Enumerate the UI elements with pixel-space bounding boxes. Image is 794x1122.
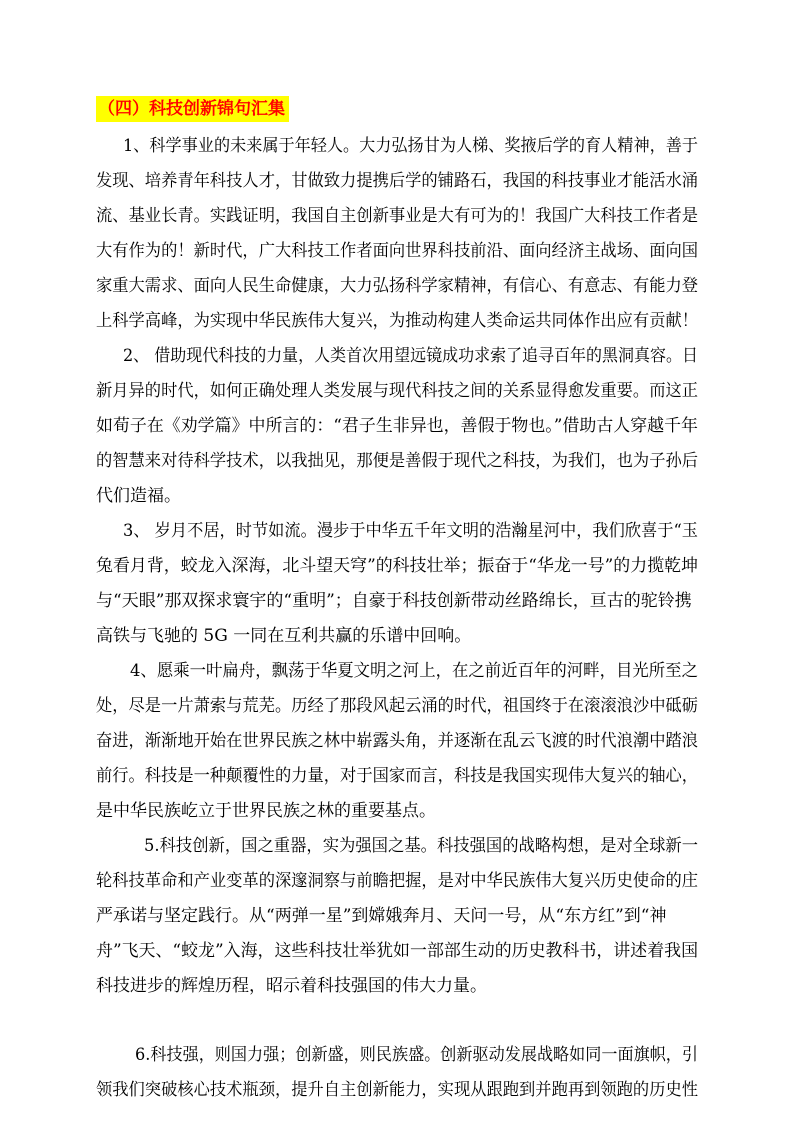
line-text: 高铁与飞驰的 5G 一同在互利共赢的乐谱中回响。 [96,626,472,646]
line-text: 如荀子在《劝学篇》中所言的：“君子生非异也，善假于物也。”借助古人穿越千年 [96,416,699,436]
paragraph-line [0,586,794,616]
paragraph-line [0,866,794,896]
line-text: 流、基业长青。实践证明，我国自主创新事业是大有可为的！我国广大科技工作者是 [96,206,699,226]
line-text: 兔看月背，蛟龙入深海，北斗望天穹”的科技壮举；振奋于“华龙一号”的力揽乾坤 [96,556,699,576]
line-text: 处，尽是一片萧索与荒芜。历经了那段风起云涌的时代，祖国终于在滚滚浪沙中砥砺 [96,696,699,716]
line-text: 上科学高峰，为实现中华民族伟大复兴，为推动构建人类命运共同体作出应有贡献！ [96,311,699,331]
line-text: 领我们突破核心技术瓶颈，提升自主创新能力，实现从跟跑到并跑再到领跑的历史性 [96,1080,699,1100]
paragraph-line [0,131,794,161]
paragraph-line [0,936,794,966]
line-text: 2、 借助现代科技的力量，人类首次用望远镜成功求索了追寻百年的黑洞真容。日 [123,346,698,366]
paragraph-line [0,656,794,686]
line-text: 奋进，渐渐地开始在世界民族之林中崭露头角，并逐渐在乱云飞渡的时代浪潮中踏浪 [96,731,699,751]
paragraph-line [0,621,794,651]
paragraph-line [0,691,794,721]
paragraph-line [0,796,794,826]
paragraph-line [0,551,794,581]
line-text: 4、愿乘一叶扁舟，飘荡于华夏文明之河上，在之前近百年的河畔，目光所至之 [130,661,698,681]
paragraph-line [0,201,794,231]
section-heading: （四）科技创新锦句汇集 [96,96,289,122]
paragraph-line [0,481,794,511]
paragraph-line [0,1040,794,1070]
line-text: 3、 岁月不居，时节如流。漫步于中华五千年文明的浩瀚星河中，我们欣喜于“玉 [123,521,699,541]
line-text: 的智慧来对待科学技术，以我拙见，那便是善假于现代之科技，为我们，也为子孙后 [96,451,699,471]
line-text: 大有作为的！新时代，广大科技工作者面向世界科技前沿、面向经济主战场、面向国 [96,241,699,261]
line-text: 代们造福。 [96,486,181,506]
line-text: 舟”飞天、“蛟龙”入海，这些科技壮举犹如一部部生动的历史教科书，讲述着我国 [96,941,699,961]
paragraph-line [0,446,794,476]
paragraph-line [0,726,794,756]
line-text: 与“天眼”那双探求寰宇的“重明”；自豪于科技创新带动丝路绵长，亘古的驼铃携 [96,591,692,611]
line-text: 前行。科技是一种颠覆性的力量，对于国家而言，科技是我国实现伟大复兴的轴心， [96,766,699,786]
paragraph-line [0,1075,794,1105]
line-text: 是中华民族屹立于世界民族之林的重要基点。 [96,801,436,821]
line-text: 家重大需求、面向人民生命健康，大力弘扬科学家精神，有信心、有意志、有能力登 [96,276,699,296]
paragraph-line [0,411,794,441]
line-text: 严承诺与坚定践行。从“两弹一星”到嫦娥奔月、天问一号，从“东方红”到“神 [96,906,667,926]
paragraph-line [0,306,794,336]
line-text: 发现、培养青年科技人才，甘做致力提携后学的铺路石，我国的科技事业才能活水涌 [96,171,699,191]
paragraph-line [0,271,794,301]
paragraph-line [0,971,794,1001]
line-text: 新月异的时代，如何正确处理人类发展与现代科技之间的关系显得愈发重要。而这正 [96,381,699,401]
paragraph-line [0,341,794,371]
paragraph-line [0,516,794,546]
line-text: 轮科技革命和产业变革的深邃洞察与前瞻把握，是对中华民族伟大复兴历史使命的庄 [96,871,699,891]
paragraph-line [0,901,794,931]
line-text: 6.科技强，则国力强；创新盛，则民族盛。创新驱动发展战略如同一面旗帜，引 [135,1045,699,1065]
line-text: 科技进步的辉煌历程，昭示着科技强国的伟大力量。 [96,976,487,996]
line-text: 5.科技创新，国之重器，实为强国之基。科技强国的战略构想，是对全球新一 [144,836,699,856]
line-text: 1、科学事业的未来属于年轻人。大力弘扬甘为人梯、奖掖后学的育人精神，善于 [123,136,698,156]
paragraph-line [0,376,794,406]
paragraph-line [0,166,794,196]
paragraph-line [0,831,794,861]
paragraph-line [0,761,794,791]
paragraph-line [0,236,794,266]
